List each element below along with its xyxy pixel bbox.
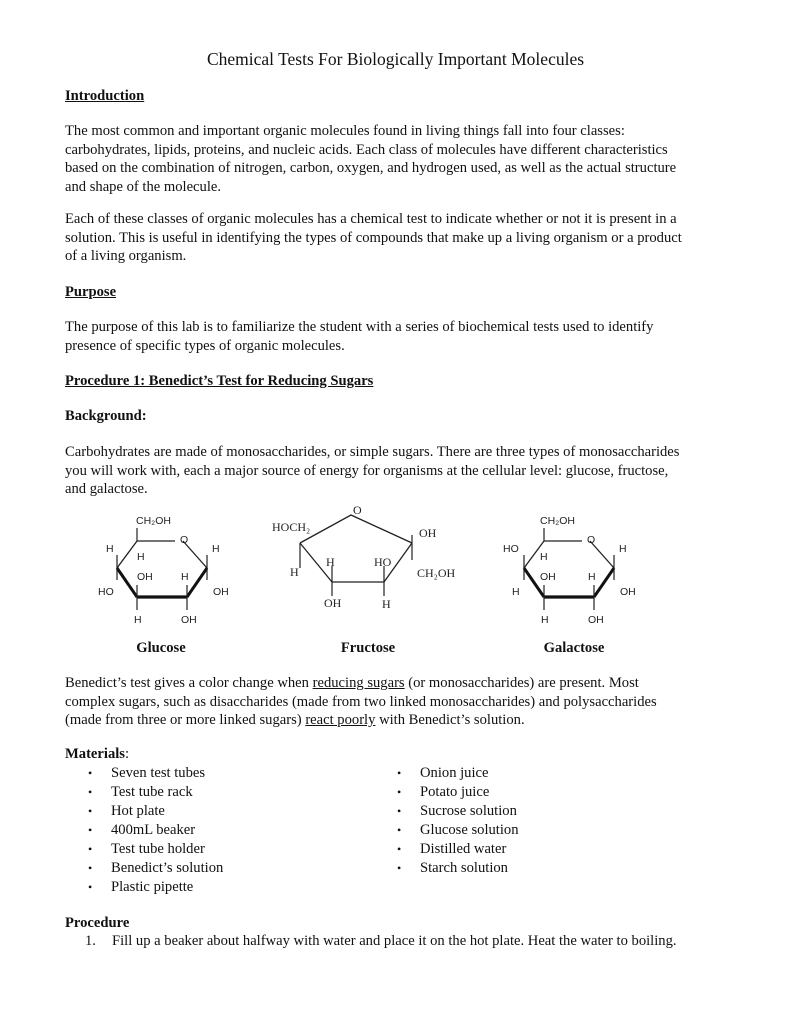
react-poorly-term: react poorly bbox=[305, 712, 376, 728]
glucose-h-label: H bbox=[134, 614, 142, 626]
text-line: Carbohydrates are made of monosaccharides, or simple sugars. There are three types of monosaccharides bbox=[65, 444, 680, 460]
bullet-icon: • bbox=[88, 861, 93, 875]
list-item bbox=[65, 821, 223, 840]
introduction-paragraph-2 bbox=[65, 210, 730, 266]
reducing-sugars-term: reducing sugars bbox=[312, 675, 405, 691]
list-item bbox=[374, 764, 519, 783]
galactose-ch2oh-label: CH₂OH bbox=[540, 515, 575, 527]
fructose-o-label: O bbox=[353, 503, 362, 517]
text-line: solution. This is useful in identifying the types of compounds that make up a living organism or a product bbox=[65, 229, 682, 246]
procedure-1-heading: Procedure 1: Benedict’s Test for Reducing Sugars bbox=[65, 373, 374, 389]
text-line: complex sugars, such as disaccharides (made from two linked monosaccharides) and polysaccharides bbox=[65, 693, 657, 710]
galactose-h-label: H bbox=[540, 551, 548, 563]
material-label: Sucrose solution bbox=[420, 803, 517, 819]
material-label: Potato juice bbox=[420, 784, 490, 800]
fructose-ch2oh-label: CH₂OH bbox=[417, 566, 456, 580]
step-number: 1. bbox=[85, 933, 96, 949]
material-label: Test tube rack bbox=[111, 784, 193, 800]
text-run: with Benedict’s solution. bbox=[375, 712, 525, 728]
text-line: The purpose of this lab is to familiarize the student with a series of biochemical tests used to identify bbox=[65, 319, 654, 335]
text-run: (or monosaccharides) are present. Most bbox=[404, 675, 639, 691]
material-label: Plastic pipette bbox=[111, 879, 194, 895]
bullet-icon: • bbox=[397, 804, 402, 818]
materials-heading bbox=[65, 745, 730, 764]
bullet-icon: • bbox=[88, 766, 93, 780]
bullet-icon: • bbox=[397, 785, 402, 799]
galactose-oh-label: OH bbox=[588, 614, 604, 626]
text-run: Benedict’s test gives a color change when bbox=[65, 675, 313, 691]
galactose-structure bbox=[503, 515, 636, 626]
purpose-paragraph bbox=[65, 318, 730, 355]
bullet-icon: • bbox=[88, 785, 93, 799]
material-label: Onion juice bbox=[420, 765, 489, 781]
fructose-h-label: H bbox=[382, 597, 391, 611]
material-label: 400mL beaker bbox=[111, 822, 196, 838]
glucose-h-label: H bbox=[137, 551, 145, 563]
list-item bbox=[65, 878, 223, 897]
glucose-h-label: H bbox=[106, 543, 114, 555]
glucose-structure bbox=[98, 515, 229, 626]
text-line: presence of specific types of organic molecules. bbox=[65, 337, 345, 354]
glucose-h-label: H bbox=[212, 543, 220, 555]
glucose-h-label: H bbox=[181, 571, 189, 583]
fructose-ho-label: HO bbox=[374, 555, 392, 569]
material-label: Seven test tubes bbox=[111, 765, 206, 781]
procedure-step bbox=[85, 932, 745, 951]
material-label: Glucose solution bbox=[420, 822, 519, 838]
text-line: carbohydrates, lipids, proteins, and nucleic acids. Each class of molecules have different characteristics bbox=[65, 141, 668, 158]
glucose-oh-label: OH bbox=[213, 586, 229, 598]
materials-colon: : bbox=[124, 746, 130, 762]
glucose-ho-label: HO bbox=[98, 586, 114, 598]
text-line: you will work with, each a major source of energy for organisms at the cellular level: glucose, fructose, bbox=[65, 462, 669, 479]
material-label: Test tube holder bbox=[111, 841, 205, 857]
list-item bbox=[65, 802, 223, 821]
fructose-oh-label: OH bbox=[324, 596, 342, 610]
text-line bbox=[65, 711, 730, 730]
bullet-icon: • bbox=[397, 842, 402, 856]
fructose-oh-label: OH bbox=[419, 526, 437, 540]
galactose-oh-label: OH bbox=[540, 571, 556, 583]
galactose-h-label: H bbox=[512, 586, 520, 598]
introduction-heading: Introduction bbox=[65, 88, 145, 104]
list-item bbox=[374, 783, 519, 802]
glucose-ch2oh-label: CH₂OH bbox=[136, 515, 171, 527]
bullet-icon: • bbox=[397, 861, 402, 875]
galactose-ho-label: HO bbox=[503, 543, 519, 555]
glucose-caption: Glucose bbox=[136, 640, 186, 656]
text-line: and galactose. bbox=[65, 481, 148, 497]
text-line: of a living organism. bbox=[65, 248, 187, 264]
purpose-heading: Purpose bbox=[65, 284, 117, 300]
fructose-structure bbox=[272, 503, 456, 611]
list-item bbox=[374, 859, 519, 878]
monosaccharide-structures-figure bbox=[0, 498, 791, 633]
galactose-h-label: H bbox=[541, 614, 549, 626]
list-item bbox=[65, 859, 223, 878]
text-line: The most common and important organic molecules found in living things fall into four classes: bbox=[65, 123, 625, 139]
background-paragraph bbox=[65, 443, 730, 499]
text-line: and shape of the molecule. bbox=[65, 178, 222, 195]
materials-heading-label: Materials bbox=[65, 746, 125, 762]
procedure-heading: Procedure bbox=[65, 915, 130, 931]
galactose-h-label: H bbox=[588, 571, 596, 583]
material-label: Distilled water bbox=[420, 841, 507, 857]
introduction-paragraph-1 bbox=[65, 122, 730, 196]
bullet-icon: • bbox=[88, 880, 93, 894]
glucose-oh-label: OH bbox=[181, 614, 197, 626]
fructose-hoch2-label: HOCH₂ bbox=[272, 520, 311, 534]
material-label: Benedict’s solution bbox=[111, 860, 224, 876]
fructose-h-label: H bbox=[290, 565, 299, 579]
fructose-caption: Fructose bbox=[340, 640, 396, 656]
bullet-icon: • bbox=[397, 766, 402, 780]
list-item bbox=[374, 802, 519, 821]
galactose-oh-label: OH bbox=[620, 586, 636, 598]
galactose-o-label: O bbox=[587, 534, 596, 546]
text-line: Each of these classes of organic molecules has a chemical test to indicate whether or not it is present in a bbox=[65, 211, 677, 227]
document-title: Chemical Tests For Biologically Important Molecules bbox=[206, 49, 585, 69]
bullet-icon: • bbox=[88, 823, 93, 837]
material-label: Hot plate bbox=[111, 803, 165, 819]
background-heading: Background: bbox=[65, 408, 147, 424]
list-item bbox=[374, 840, 519, 859]
step-text: Fill up a beaker about halfway with water and place it on the hot plate. Heat the water to boiling. bbox=[112, 933, 677, 949]
bullet-icon: • bbox=[397, 823, 402, 837]
fructose-h-label: H bbox=[326, 555, 335, 569]
material-label: Starch solution bbox=[420, 860, 508, 876]
list-item bbox=[65, 764, 223, 783]
text-line: based on the combination of nitrogen, carbon, oxygen, and hydrogen used, as well as the actual structure bbox=[65, 160, 677, 176]
text-run: (made from three or more linked sugars) bbox=[65, 712, 306, 728]
glucose-oh-label: OH bbox=[137, 571, 153, 583]
galactose-h-label: H bbox=[619, 543, 627, 555]
benedict-paragraph bbox=[65, 674, 730, 730]
list-item bbox=[374, 821, 519, 840]
list-item bbox=[65, 840, 223, 859]
bullet-icon: • bbox=[88, 842, 93, 856]
glucose-o-label: O bbox=[180, 534, 189, 546]
list-item bbox=[65, 783, 223, 802]
text-line bbox=[65, 674, 730, 693]
materials-list-right bbox=[374, 764, 519, 878]
bullet-icon: • bbox=[88, 804, 93, 818]
galactose-caption: Galactose bbox=[543, 640, 605, 656]
materials-list-left bbox=[65, 764, 223, 897]
